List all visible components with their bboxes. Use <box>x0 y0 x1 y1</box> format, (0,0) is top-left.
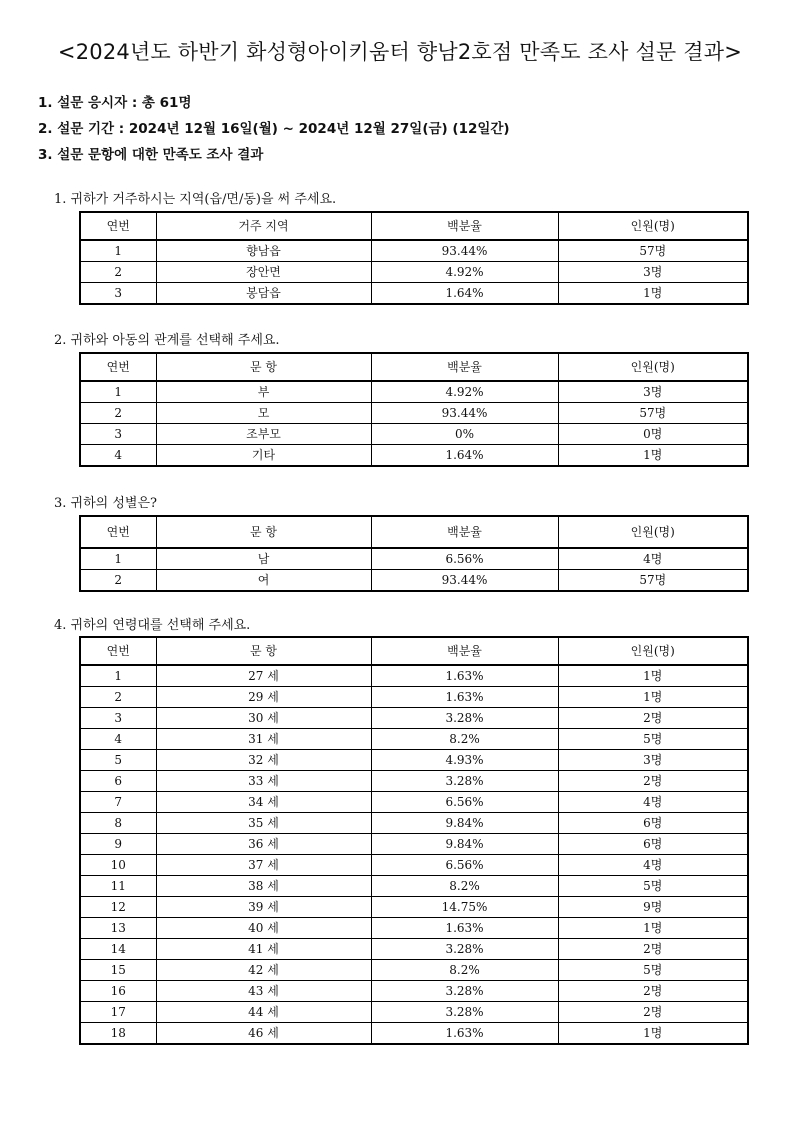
cell-col-item: 43 세 <box>156 981 371 1002</box>
table-row <box>80 570 748 592</box>
cell-col-percent: 4.92% <box>371 262 558 283</box>
cell-col-item: 향남읍 <box>156 240 371 262</box>
cell-col-count: 2명 <box>558 771 748 792</box>
cell-col-item: 모 <box>156 403 371 424</box>
question-4-table <box>79 636 749 1045</box>
cell-col-item: 여 <box>156 570 371 592</box>
table-row <box>80 403 748 424</box>
table-row <box>80 939 748 960</box>
question-4-heading: 4. 귀하의 연령대를 선택해 주세요. <box>54 618 251 633</box>
cell-col-percent: 1.63% <box>371 687 558 708</box>
cell-col-percent: 93.44% <box>371 403 558 424</box>
cell-col-item: 31 세 <box>156 729 371 750</box>
cell-col-count: 0명 <box>558 424 748 445</box>
cell-col-percent: 3.28% <box>371 939 558 960</box>
cell-col-item: 41 세 <box>156 939 371 960</box>
cell-col-index: 1 <box>80 240 156 262</box>
cell-col-item: 38 세 <box>156 876 371 897</box>
cell-col-item: 장안면 <box>156 262 371 283</box>
cell-col-index: 3 <box>80 708 156 729</box>
cell-col-item: 44 세 <box>156 1002 371 1023</box>
cell-col-count: 4명 <box>558 855 748 876</box>
cell-col-count: 1명 <box>558 1023 748 1045</box>
cell-col-count: 6명 <box>558 813 748 834</box>
cell-col-index: 1 <box>80 381 156 403</box>
header-col-percent: 백분율 <box>371 637 558 665</box>
cell-col-percent: 0% <box>371 424 558 445</box>
cell-col-item: 부 <box>156 381 371 403</box>
table-row <box>80 960 748 981</box>
cell-col-count: 5명 <box>558 729 748 750</box>
cell-col-index: 12 <box>80 897 156 918</box>
cell-col-count: 57명 <box>558 570 748 592</box>
cell-col-percent: 1.63% <box>371 665 558 687</box>
cell-col-count: 1명 <box>558 665 748 687</box>
cell-col-count: 3명 <box>558 381 748 403</box>
table-row <box>80 792 748 813</box>
header-col-item: 문 항 <box>156 353 371 381</box>
cell-col-index: 18 <box>80 1023 156 1045</box>
cell-col-count: 3명 <box>558 262 748 283</box>
header-col-index: 연번 <box>80 516 156 548</box>
cell-col-percent: 6.56% <box>371 548 558 570</box>
question-1-heading: 1. 귀하가 거주하시는 지역(읍/면/동)을 써 주세요. <box>54 192 337 207</box>
header-col-percent: 백분율 <box>371 516 558 548</box>
cell-col-index: 2 <box>80 687 156 708</box>
header-col-item: 문 항 <box>156 637 371 665</box>
table-row <box>80 445 748 467</box>
cell-col-item: 36 세 <box>156 834 371 855</box>
header-col-index: 연번 <box>80 353 156 381</box>
table-header-row <box>80 516 748 548</box>
cell-col-index: 3 <box>80 283 156 305</box>
cell-col-item: 46 세 <box>156 1023 371 1045</box>
cell-col-index: 16 <box>80 981 156 1002</box>
cell-col-index: 4 <box>80 729 156 750</box>
table-row <box>80 981 748 1002</box>
table-row <box>80 771 748 792</box>
table-row <box>80 424 748 445</box>
cell-col-count: 2명 <box>558 1002 748 1023</box>
cell-col-percent: 6.56% <box>371 792 558 813</box>
cell-col-index: 7 <box>80 792 156 813</box>
table-row <box>80 1002 748 1023</box>
cell-col-index: 13 <box>80 918 156 939</box>
table-row <box>80 729 748 750</box>
header-col-index: 연번 <box>80 212 156 240</box>
cell-col-index: 2 <box>80 570 156 592</box>
cell-col-index: 2 <box>80 262 156 283</box>
table-row <box>80 548 748 570</box>
cell-col-percent: 8.2% <box>371 960 558 981</box>
cell-col-count: 2명 <box>558 939 748 960</box>
cell-col-count: 2명 <box>558 708 748 729</box>
question-2-heading: 2. 귀하와 아동의 관계를 선택해 주세요. <box>54 333 280 348</box>
cell-col-index: 17 <box>80 1002 156 1023</box>
table-row <box>80 262 748 283</box>
question-3-table <box>79 515 749 592</box>
cell-col-percent: 4.93% <box>371 750 558 771</box>
cell-col-item: 42 세 <box>156 960 371 981</box>
question-1-table <box>79 211 749 305</box>
cell-col-count: 1명 <box>558 918 748 939</box>
summary-period: 2. 설문 기간 : 2024년 12월 16일(월) ~ 2024년 12월 27일(금) (12일간) <box>38 121 510 137</box>
cell-col-count: 5명 <box>558 876 748 897</box>
cell-col-item: 33 세 <box>156 771 371 792</box>
cell-col-percent: 93.44% <box>371 570 558 592</box>
cell-col-item: 40 세 <box>156 918 371 939</box>
cell-col-count: 9명 <box>558 897 748 918</box>
question-2-table <box>79 352 749 467</box>
cell-col-index: 4 <box>80 445 156 467</box>
cell-col-index: 8 <box>80 813 156 834</box>
table-header-row <box>80 212 748 240</box>
cell-col-item: 34 세 <box>156 792 371 813</box>
cell-col-item: 조부모 <box>156 424 371 445</box>
cell-col-percent: 4.92% <box>371 381 558 403</box>
cell-col-count: 1명 <box>558 687 748 708</box>
table-row <box>80 834 748 855</box>
cell-col-percent: 8.2% <box>371 876 558 897</box>
cell-col-index: 5 <box>80 750 156 771</box>
table-row <box>80 240 748 262</box>
cell-col-percent: 3.28% <box>371 981 558 1002</box>
cell-col-index: 6 <box>80 771 156 792</box>
cell-col-count: 3명 <box>558 750 748 771</box>
header-col-count: 인원(명) <box>558 212 748 240</box>
cell-col-count: 4명 <box>558 792 748 813</box>
cell-col-count: 6명 <box>558 834 748 855</box>
header-col-index: 연번 <box>80 637 156 665</box>
cell-col-count: 2명 <box>558 981 748 1002</box>
cell-col-percent: 6.56% <box>371 855 558 876</box>
summary-respondents: 1. 설문 응시자 : 총 61명 <box>38 95 192 111</box>
page-title: <2024년도 하반기 화성형아이키움터 향남2호점 만족도 조사 설문 결과> <box>57 40 743 64</box>
table-header-row <box>80 353 748 381</box>
cell-col-item: 남 <box>156 548 371 570</box>
cell-col-percent: 3.28% <box>371 708 558 729</box>
cell-col-count: 1명 <box>558 283 748 305</box>
table-row <box>80 1023 748 1045</box>
cell-col-percent: 1.63% <box>371 918 558 939</box>
cell-col-index: 10 <box>80 855 156 876</box>
cell-col-item: 봉담읍 <box>156 283 371 305</box>
header-col-count: 인원(명) <box>558 516 748 548</box>
cell-col-count: 4명 <box>558 548 748 570</box>
table-row <box>80 708 748 729</box>
table-row <box>80 381 748 403</box>
table-row <box>80 918 748 939</box>
cell-col-count: 1명 <box>558 445 748 467</box>
question-3-heading: 3. 귀하의 성별은? <box>54 496 157 511</box>
cell-col-index: 9 <box>80 834 156 855</box>
cell-col-percent: 9.84% <box>371 834 558 855</box>
cell-col-item: 29 세 <box>156 687 371 708</box>
cell-col-percent: 9.84% <box>371 813 558 834</box>
cell-col-item: 기타 <box>156 445 371 467</box>
cell-col-percent: 1.64% <box>371 445 558 467</box>
cell-col-percent: 14.75% <box>371 897 558 918</box>
cell-col-count: 57명 <box>558 240 748 262</box>
table-row <box>80 813 748 834</box>
header-col-percent: 백분율 <box>371 212 558 240</box>
cell-col-percent: 1.64% <box>371 283 558 305</box>
table-row <box>80 876 748 897</box>
header-col-item: 거주 지역 <box>156 212 371 240</box>
header-col-item: 문 항 <box>156 516 371 548</box>
cell-col-index: 2 <box>80 403 156 424</box>
cell-col-index: 1 <box>80 548 156 570</box>
summary-results-heading: 3. 설문 문항에 대한 만족도 조사 결과 <box>38 147 264 163</box>
cell-col-item: 37 세 <box>156 855 371 876</box>
table-row <box>80 897 748 918</box>
table-row <box>80 665 748 687</box>
cell-col-percent: 8.2% <box>371 729 558 750</box>
table-row <box>80 855 748 876</box>
cell-col-percent: 93.44% <box>371 240 558 262</box>
cell-col-index: 14 <box>80 939 156 960</box>
header-col-percent: 백분율 <box>371 353 558 381</box>
table-row <box>80 750 748 771</box>
cell-col-index: 15 <box>80 960 156 981</box>
table-row <box>80 687 748 708</box>
table-row <box>80 283 748 305</box>
cell-col-index: 1 <box>80 665 156 687</box>
cell-col-index: 3 <box>80 424 156 445</box>
cell-col-index: 11 <box>80 876 156 897</box>
header-col-count: 인원(명) <box>558 637 748 665</box>
cell-col-percent: 1.63% <box>371 1023 558 1045</box>
cell-col-count: 5명 <box>558 960 748 981</box>
survey-summary <box>38 90 510 168</box>
cell-col-item: 27 세 <box>156 665 371 687</box>
cell-col-item: 32 세 <box>156 750 371 771</box>
header-col-count: 인원(명) <box>558 353 748 381</box>
cell-col-item: 35 세 <box>156 813 371 834</box>
cell-col-item: 30 세 <box>156 708 371 729</box>
table-header-row <box>80 637 748 665</box>
cell-col-percent: 3.28% <box>371 771 558 792</box>
cell-col-item: 39 세 <box>156 897 371 918</box>
cell-col-count: 57명 <box>558 403 748 424</box>
cell-col-percent: 3.28% <box>371 1002 558 1023</box>
